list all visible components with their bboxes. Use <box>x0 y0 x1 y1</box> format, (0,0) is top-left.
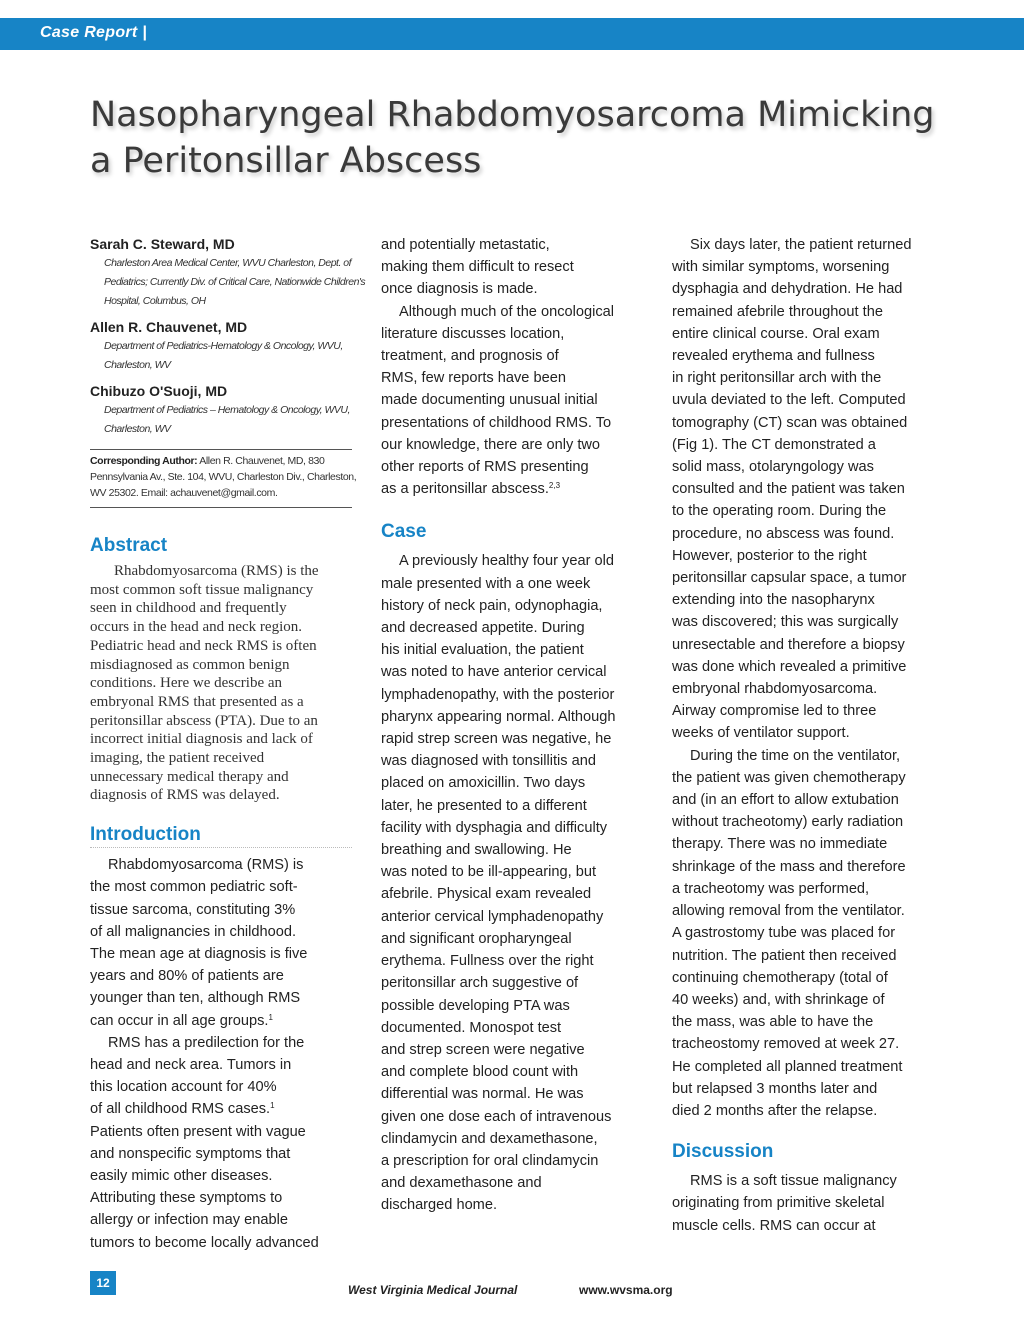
discussion-text: RMS is a soft tissue malignancy originating from primitive skeletal muscle cells. RMS can occur at <box>672 1173 897 1234</box>
case-continued-text: Six days later, the patient returned with similar symptoms, worsening dysphagia and dehydration. He had remained afebrile throughout the entire clinical course. Oral exam revealed erythema and fullness in right peritonsillar arch with the uvula deviated to the left. Computed tomography (CT) scan was obtained (Fig 1). The CT demonstrated a solid mass, otolaryngology was consulted and the patient was taken to the operating room. During the procedure, no abscess was found. However, posterior to the right peritonsillar capsular space, a tumor extending into the nasopharynx was discovered; this was surgically unresectable and therefore a biopsy was done which revealed a primitive embryonal rhabdomyosarcoma. Airway compromise led to three weeks of ventilator support. During the time on the ventilator, the patient was given chemotherapy and (in an effort to allow extubation without tracheotomy) early radiation therapy. There was no immediate shrinkage of the mass and therefore a tracheotomy was performed, allowing removal from the ventilator. A gastrostomy tube was placed for nutrition. The patient then received continuing chemotherapy (total of 40 weeks) and, with shrinkage of the mass, was able to have the tracheostomy removed at week 27. He completed all planned treatment but relapsed 3 months later and died 2 months after the relapse. <box>672 237 912 1119</box>
journal-name: West Virginia Medical Journal <box>348 1283 518 1297</box>
author-block <box>90 234 366 311</box>
author-name: Allen R. Chauvenet, MD <box>90 319 248 335</box>
author-block <box>90 381 352 439</box>
discussion-heading: Discussion <box>672 1141 774 1163</box>
author-affiliation: Charleston Area Medical Center, WVU Charleston, Dept. of Pediatrics; Currently Div. of Critical Care, Nationwide Children's Hospital, Columbus, OH <box>104 257 366 307</box>
title-line: a Peritonsillar Abscess <box>90 141 482 181</box>
header-bar <box>0 18 1024 50</box>
author-affiliation: Department of Pediatrics-Hematology & Oncology, WVU, Charleston, WV <box>104 340 343 371</box>
citation: 1 <box>268 1012 273 1022</box>
case-heading: Case <box>381 521 427 543</box>
title-line: Nasopharyngeal Rhabdomyosarcoma Mimicking <box>90 95 935 135</box>
column-3 <box>672 234 934 1237</box>
article-title <box>90 92 950 184</box>
introduction-heading: Introduction <box>90 823 352 848</box>
author-affiliation: Department of Pediatrics – Hematology & Oncology, WVU, Charleston, WV <box>104 404 350 435</box>
abstract-text: Rhabdomyosarcoma (RMS) is the most common soft tissue malignancy seen in childhood and frequently occurs in the head and neck region. Pediatric head and neck RMS is often misdiagnosed as common benign conditions. Here we describe an embryonal RMS that presented as a peritonsillar abscess (PTA). Due to an incorrect initial diagnosis and lack of imaging, the patient received unnecessary medical therapy and diagnosis of RMS was delayed. <box>90 563 319 804</box>
corresponding-label: Corresponding Author: <box>90 455 198 467</box>
column-1 <box>90 234 366 1254</box>
introduction-text: Rhabdomyosarcoma (RMS) is the most common pediatric soft- tissue sarcoma, constituting 3% of all malignancies in childhood. The mean age at diagnosis is five years and 80% of patients are younger than ten, although RMS can occur in all age groups.$^1$ RMS has a predilection for the head and neck area. Tumors in this location account for 40% of all childhood RMS cases.$^1$ Patients often present with vague and nonspecific symptoms that easily mimic other diseases. Attributing these symptoms to allergy or infection may enable tumors to become locally advanced <box>90 857 319 1251</box>
journal-url[interactable]: www.wvsma.org <box>579 1283 673 1297</box>
corresponding-author: Corresponding Author: Allen R. Chauvenet, MD, 830 Pennsylvania Av., Ste. 104, WVU, Charleston Div., Charleston, WV 25302. Email: achauvenet@gmail.com. <box>90 449 352 508</box>
author-name: Sarah C. Steward, MD <box>90 236 235 252</box>
section-label: Case Report | <box>40 24 148 41</box>
intro-continued-text: and potentially metastatic, making them difficult to resect once diagnosis is made. Although much of the oncological literature discusses location, treatment, and prognosis of RMS, few reports have been made documenting unusual initial presentations of childhood RMS. To our knowledge, there are only two other reports of RMS presenting as a peritonsillar abscess.$^{2,3}$ <box>381 237 614 498</box>
column-2 <box>381 234 643 1217</box>
citation: 1 <box>270 1101 275 1111</box>
abstract-heading: Abstract <box>90 535 168 556</box>
author-name: Chibuzo O'Suoji, MD <box>90 383 228 399</box>
citation: 2,3 <box>548 481 561 491</box>
author-block <box>90 317 352 375</box>
case-text: A previously healthy four year old male presented with a one week history of neck pain, odynophagia, and decreased appetite. During his initial evaluation, the patient was noted to have anterior cervical lymphadenopathy, with the posterior pharynx appearing normal. Although rapid strep screen was negative, he was diagnosed with tonsillitis and placed on amoxicillin. Two days later, he presented to a different facility with dysphagia and difficulty breathing and swallowing. He was noted to be ill-appearing, but afebrile. Physical exam revealed anterior cervical lymphadenopathy and significant oropharyngeal erythema. Fullness over the right peritonsillar arch suggestive of possible developing PTA was documented. Monospot test and strep screen were negative and complete blood count with differential was normal. He was given one dose each of intravenous clindamycin and dexamethasone, a prescription for oral clindamycin and dexamethasone and discharged home. <box>381 553 616 1214</box>
page-number: 12 <box>90 1271 116 1295</box>
